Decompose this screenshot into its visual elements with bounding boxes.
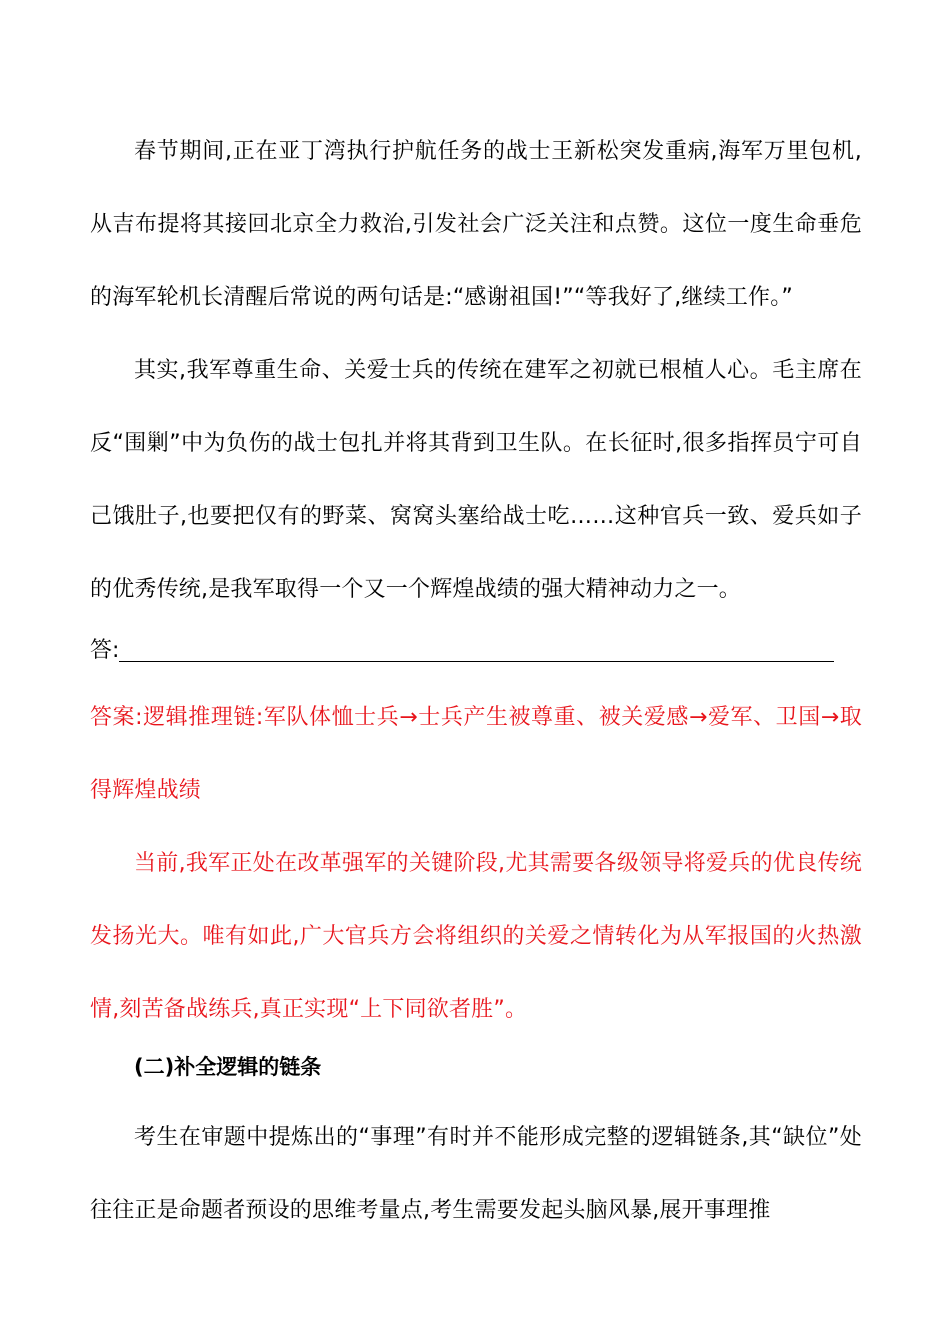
section-heading: (二)补全逻辑的链条 — [134, 1055, 322, 1079]
paragraph-army-tradition: 其实,我军尊重生命、关爱士兵的传统在建军之初就已根植人心。毛主席在反“围剿”中为负伤的战士包扎并将其背到卫生队。在长征时,很多指挥员宁可自己饿肚子,也要把仅有的野菜、窝窝头塞给战士吃……这种官兵一致、爱兵如子的优秀传统,是我军取得一个又一个辉煌战绩的强大精神动力之一。 — [90, 358, 862, 602]
answer-line — [90, 636, 834, 666]
answer-blank-underline — [119, 655, 834, 662]
answer-label: 答: — [90, 638, 120, 663]
document-page — [90, 0, 862, 1344]
paragraph-logic-gap: 考生在审题中提炼出的“事理”有时并不能形成完整的逻辑链条,其“缺位”处往往正是命题者预设的思维考量点,考生需要发起头脑风暴,展开事理推 — [90, 1125, 862, 1223]
paragraph-rescue-story: 春节期间,正在亚丁湾执行护航任务的战士王新松突发重病,海军万里包机,从吉布提将其接回北京全力救治,引发社会广泛关注和点赞。这位一度生命垂危的海军轮机长清醒后常说的两句话是:“感谢祖国!”“等我好了,继续工作。” — [90, 139, 862, 310]
answer-paragraph-reform: 当前,我军正处在改革强军的关键阶段,尤其需要各级领导将爱兵的优良传统发扬光大。唯有如此,广大官兵方会将组织的关爱之情转化为从军报国的火热激情,刻苦备战练兵,真正实现“上下同欲者胜”。 — [90, 851, 862, 1022]
answer-logic-chain: 答案:逻辑推理链:军队体恤士兵→士兵产生被尊重、被关爱感→爱军、卫国→取得辉煌战绩 — [90, 705, 862, 803]
